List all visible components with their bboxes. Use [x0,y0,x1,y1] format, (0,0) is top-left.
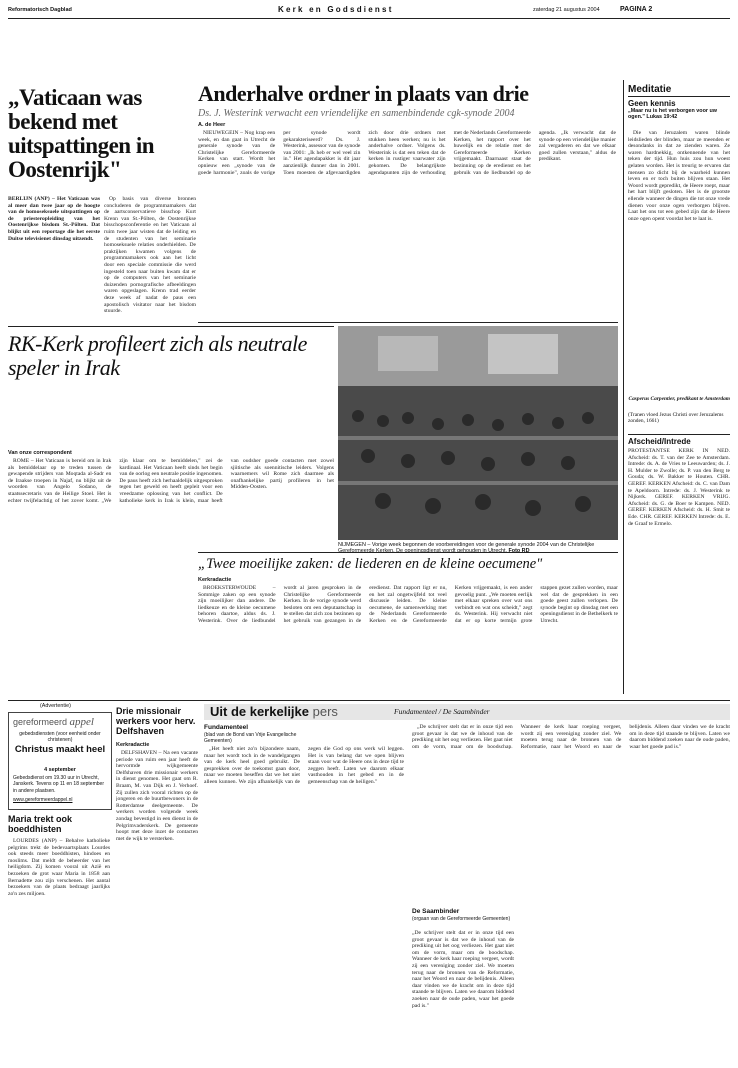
afscheid-body-text: PROTESTANTSE KERK IN NED. Afscheid: ds. T. van der Zee te Amsterdam. Intrede: ds. A. de Vries te Leeuwarden; ds. J. H. Mulder te Zwolle; ds. P. van den Berg te Gouda; ds. W. Bakker te Houten. CHR. GEREF. KERKEN Afscheid: ds. C. van Dam te Apeldoorn. Intrede: ds. J. Westerink te Nijkerk. GEREF. KERKEN VRIJG. Afscheid: ds. G. de Boer te Kampen. NED. GEREF. KERKEN Afscheid: ds. H. Smit te Ede. CHR. GEREF. KERKEN Intrede: ds. E. de Graaf te Ermelo. [628,448,730,527]
caption-text: NIJMEGEN – Vorige week begonnen de voorbereidingen voor de generale synode 2004 van de Christelijke [338,542,595,548]
sidebar-divider [623,80,624,694]
header-rule [8,18,730,19]
running-header [8,4,730,18]
rk-body-text: ROME – Het Vaticaan is bereid om in Irak als bemiddelaar op te treden tussen de gewapende strijders van Moqtada al-Sadr en de Iraakse troepen in Najaf, nu blijkt uit de woorden van Angelo Sodano, de staatssecretaris van de Heilige Stoel. Het is echter twijfelachtig of het zover komt. „We zijn klaar om te bemiddelen," zei de kardinaal. Het Vaticaan heeft sinds het begin van de oorlog een neutrale positie ingenomen. De paus heeft zich herhaaldelijk uitgesproken tegen het geweld en heeft gepleit voor een vreedzame oplossing van het conflict. De katholieke kerk in Irak is klein, maar heeft van oudsher goede contacten met zowel sjiitische als soennitische leiders. Volgens waarnemers wil Rome zich daarmee als onafhankelijke partij profileren in het Midden-Oosten. [8,458,334,504]
drie-body [116,750,198,1060]
maria-headline: Maria trekt ook boeddhisten [8,814,73,834]
anderhalve-headline: Anderhalve ordner in plaats van drie [198,81,529,106]
advertisement [8,712,112,810]
drie-body-text: DELFSHAVEN – Na een vacante periode van ruim een jaar heeft de hervormde wijkgemeente Delfshaven drie missionair werkers in dienst genomen. Het gaat om R. Braam, M. van Dijk en J. Verhoef. Zij zullen zich vooral richten op de jongeren en de buurtbewoners in de Rotterdamse deelgemeente. De werkers worden volgende week zondag bevestigd in een dienst in de Pelgrimvaderskerk. De gemeente hoopt met deze inzet de contacten met de wijk te versterken. [116,750,198,842]
twee-kicker: Kerkradactie [198,577,232,583]
ad-title: Christus maakt heel [14,744,106,755]
synod-photo [338,326,618,540]
anderhalve-divider [198,322,618,323]
synod-photo-art [338,326,618,540]
anderhalve-subhead: Ds. J. Westerink verwacht een vriendelijke en samenbindende cgk-synode 2004 [198,108,515,119]
afscheid-heading: Afscheid/Intrede [628,437,691,446]
uitkerk-body2-text: „De schrijver stelt dat er in onze tijd een groot gevaar is dat we de inhoud van de prediking uit het oog verliezen. Het gaat niet om de vorm, maar om de boodschap. Wanneer de kerk haar roeping vergeet, wordt zij een vereniging zonder ziel. We moeten terug naar de bronnen van de Reformatie, naar het Woord en naar de belijdenis. Alleen daar vinden we de kracht om in deze tijd staande te blijven. Laten we daarom biddend zoeken naar de oude paden, waar het goede pad is." [412,724,730,750]
vatican-body-text: Op basis van diverse bronnen concluderen de programmamakers dat de aartsconservatieve bisschop Kurt Krenn van St.-Pölten, de Oostenrijkse bisschopsconferentie en het Vaticaan al ruim twee jaar wisten dat de leiding en de studenten van het seminarie homoseksuele relaties onderhielden. De praktijken kwamen volgens de programmamakers ook aan het licht door een speciale commissie die werd ingesteld toen naar buiten kwam dat er op de computers van het seminarie duizenden pornografische afbeeldingen waren opgeslagen. Krenn trad eerder deze week af nadat de paus een apostolisch visitator naar het bisdom stuurde. [104,196,196,315]
twee-body-text: BROEKSTERWOUDE – Sommige zaken op een synode zijn moeilijker dan andere. De liedkeuze en de kleine oecumene behoren daartoe, aldus ds. J. Westerink. Over de liedbundel wordt al jaren gesproken in de Christelijke Gereformeerde Kerken. In de vorige synode werd besloten om een deputaatschap in te stellen dat zich zou bezinnen op het gebruik van gezangen in de eredienst. Dat rapport ligt er nu, en het zal ongetwijfeld tot veel discussie leiden. De kleine oecumene, de samenwerking met de Nederlands Gereformeerde Kerken en de Gereformeerde Kerken vrijgemaakt, is een ander gevoelig punt. „We moeten eerlijk met elkaar spreken over wat ons verbindt en wat ons scheidt," zegt ds. Westerink. Hij verwacht niet dat er op korte termijn grote stappen gezet zullen worden, maar wel dat de gesprekken in een goede geest zullen verlopen. De synode begint op dinsdag met een openingsdienst in de Bethelkerk te Utrecht. [198,585,618,624]
meditatie-heading: Meditatie [628,84,672,95]
ad-text2: Gebedsdienst om 19.30 uur in Utrecht, Janskerk. Tevens op 11 en 18 september in andere plaatsen. [13,775,104,794]
header-left: Reformatorisch Dagblad [8,7,72,13]
anderhalve-body-text: NIEUWEGEIN – Nog krap een week, en dan gaat in Utrecht de generale synode van de Christelijke Gereformeerde Kerken van start. Wordt het opnieuw een „synode van de goede harmonie", zoals de vorige per synode wordt gekarakteriseerd? Ds. J. Westerink, assessor van de synode van 2001: „Ik heb er wel veel zin in." Het agendapakket is dit jaar aanzienlijk dunner dan in 2001. Toen moesten de afgevaardigden zich door drie ordners met stukken heen werken; nu is het anderhalve ordner. Volgens ds. Westerink is dat een teken dat de kerken in rustiger vaarwater zijn gekomen. De belangrijkste agendapunten zijn de verhouding met de Nederlands Gereformeerde Kerken, het rapport over het huwelijk en de relatie met de Gereformeerde Kerken vrijgemaakt. Daarnaast staat de bezinning op de eredienst en het gebruik van de liedbundel op de agenda. „Ik verwacht dat de synode op een vriendelijke manier zal vergaderen en dat we elkaar goed zullen verstaan," aldus de predikant. [198,130,616,176]
ad-brand [13,716,94,728]
uitkerk-title-b: pers [312,704,338,719]
ad-text1: gebedsdiensten (voor eenheid onder christenen) [19,731,101,744]
drie-kicker: Kerkradactie [116,742,150,748]
header-center: K e r k e n G o d s d i e n s t [278,5,392,14]
uitkerk-body2-continued [412,930,514,1060]
meditatie-rule [628,96,730,97]
meditatie-title: Geen kennis [628,99,676,108]
vatican-lead-text: BERLIJN (ANP) – Het Vaticaan was al meer dan twee jaar op de hoogte van de homoseksuele uitspattingen op de priesteropleiding van het Oostenrijkse bisdom St.-Pölten. Dat blijkt uit een reportage die het eerste Duitse televisienet dinsdag uitzendt. [8,196,100,242]
meditatie-body [628,130,730,395]
header-page: PAGINA 2 [620,6,653,13]
twee-top-rule [198,552,618,553]
uitkerk-title-a: Uit de kerkelijke [210,704,309,719]
meditatie-footnote: (Tranen vloed Jezus Christi over Jeruzalems zonden, 1661) [628,412,724,425]
afscheid-rule [628,434,730,435]
rk-byline: Van onze correspondent [8,450,72,456]
uitkerk-sub1: Fundamenteel [204,724,249,731]
meditatie-signature: Casperus Carpentier, predikant te Amsterdam [628,396,730,402]
bottom-section-rule [8,700,730,701]
vatican-headline: „Vaticaan was bekend met uitspattingen in Oostenrijk" [8,85,155,182]
uitkerk-body1-text: „Het heeft niet zo'n bijzondere naam, maar het wordt toch in de wandelgangen van de kerk heel goed gebruikt. De gesprekken over de toekomst gaan door, maar we moeten beseffen dat we het niet alleen kunnen. We zijn afhankelijk van de zegen die God op ons werk wil leggen. Het is van belang dat we open blijven staan voor wat de Heere ons in deze tijd te zeggen heeft. Laten we daarom elkaar vasthouden in het gebed en in de gemeenschap van de heiligen." [204,746,404,785]
uitkerk-sub2: De Saambinder [412,908,460,915]
uitkerk-source: Fundamenteel / De Saambinder [394,707,490,716]
twee-headline: „Twee moeilijke zaken: de liederen en de kleine oecumene" [198,556,543,572]
meditatie-body-text: Die van Jeruzalem waren blinde leidslieden der blinden, maar ze meenden er desondanks in dat ze zienden waren. Ze waren hardnekkig, ontkennende van het teken der tijd. Hun huis zou hun woest gelaten worden. Het is treurig te ervaren dat mensen zo dicht bij de waarheid kunnen leven en er toch buiten blijven staan. Het Woord wordt gepredikt, de Heere roept, maar het hart blijft gesloten. Het is de grootste ellende wanneer de dingen die tot onze vrede dienen voor onze ogen verborgen blijven. Laat het ons tot een gebed zijn dat de Heere onze ogen opent voordat het te laat is. [628,130,730,222]
meditatie-verse: „Maar nu is het verborgen voor uw ogen." Lukas 19:42 [628,108,717,121]
anderhalve-body [198,130,616,320]
uitkerk-title [210,704,338,719]
ad-label: (Advertentie) [40,703,71,709]
twee-body [198,585,618,697]
uitkerk-body2 [412,724,730,906]
ad-url[interactable]: www.gereformeerdappel.nl [13,797,73,803]
uitkerk-body2-continued-text: „De schrijver stelt dat er in onze tijd een groot gevaar is dat we de inhoud van de prediking uit het oog verliezen. Het gaat niet om de vorm, maar om de boodschap. Wanneer de kerk haar roeping vergeet, wordt zij een vereniging zonder ziel. We moeten terug naar de bronnen van de Reformatie, naar het Woord en naar de belijdenis. Alleen daar vinden we de kracht om in deze tijd staande te blijven. Laten we daarom biddend zoeken naar de oude paden, waar het goede pad is." [412,930,514,1009]
ad-brand-text: gereformeerd [13,717,68,727]
anderhalve-byline: A. de Heer [198,122,226,128]
maria-body [8,838,110,1060]
rk-headline: RK-Kerk profileert zich als neutrale speler in Irak [8,331,307,380]
rk-top-rule [8,326,334,327]
afscheid-body [628,448,730,694]
header-date: zaterdag 21 augustus 2004 [533,7,600,13]
ad-date: 4 september [44,767,76,773]
ad-brand-appel: appel [69,716,94,728]
drie-headline: Drie missionair werkers voor herv. Delfshaven [116,706,196,736]
maria-body-text: LOURDES (ANP) – Behalve katholieke pelgrims trekt de bedevaartsplaats Lourdes ook steeds meer boeddhisten, hindoes en moslims. Dat meldt de beheerder van het heiligdom. Zij komen vooral uit Azië en bezoeken de grot waar Maria in 1858 aan Bernadette zou zijn verschenen. Het aantal bezoekers van de plaats bedraagt jaarlijks zo'n zes miljoen. [8,838,110,897]
uitkerk-sub2-note: (orgaan van de Gereformeerde Gemeenten) [412,916,511,922]
uitkerk-body1 [204,746,404,1060]
uitkerk-sub1-note: (blad van de Bond van Vrije Evangelische Gemeenten) [204,732,297,745]
uitkerk-banner [204,704,730,720]
